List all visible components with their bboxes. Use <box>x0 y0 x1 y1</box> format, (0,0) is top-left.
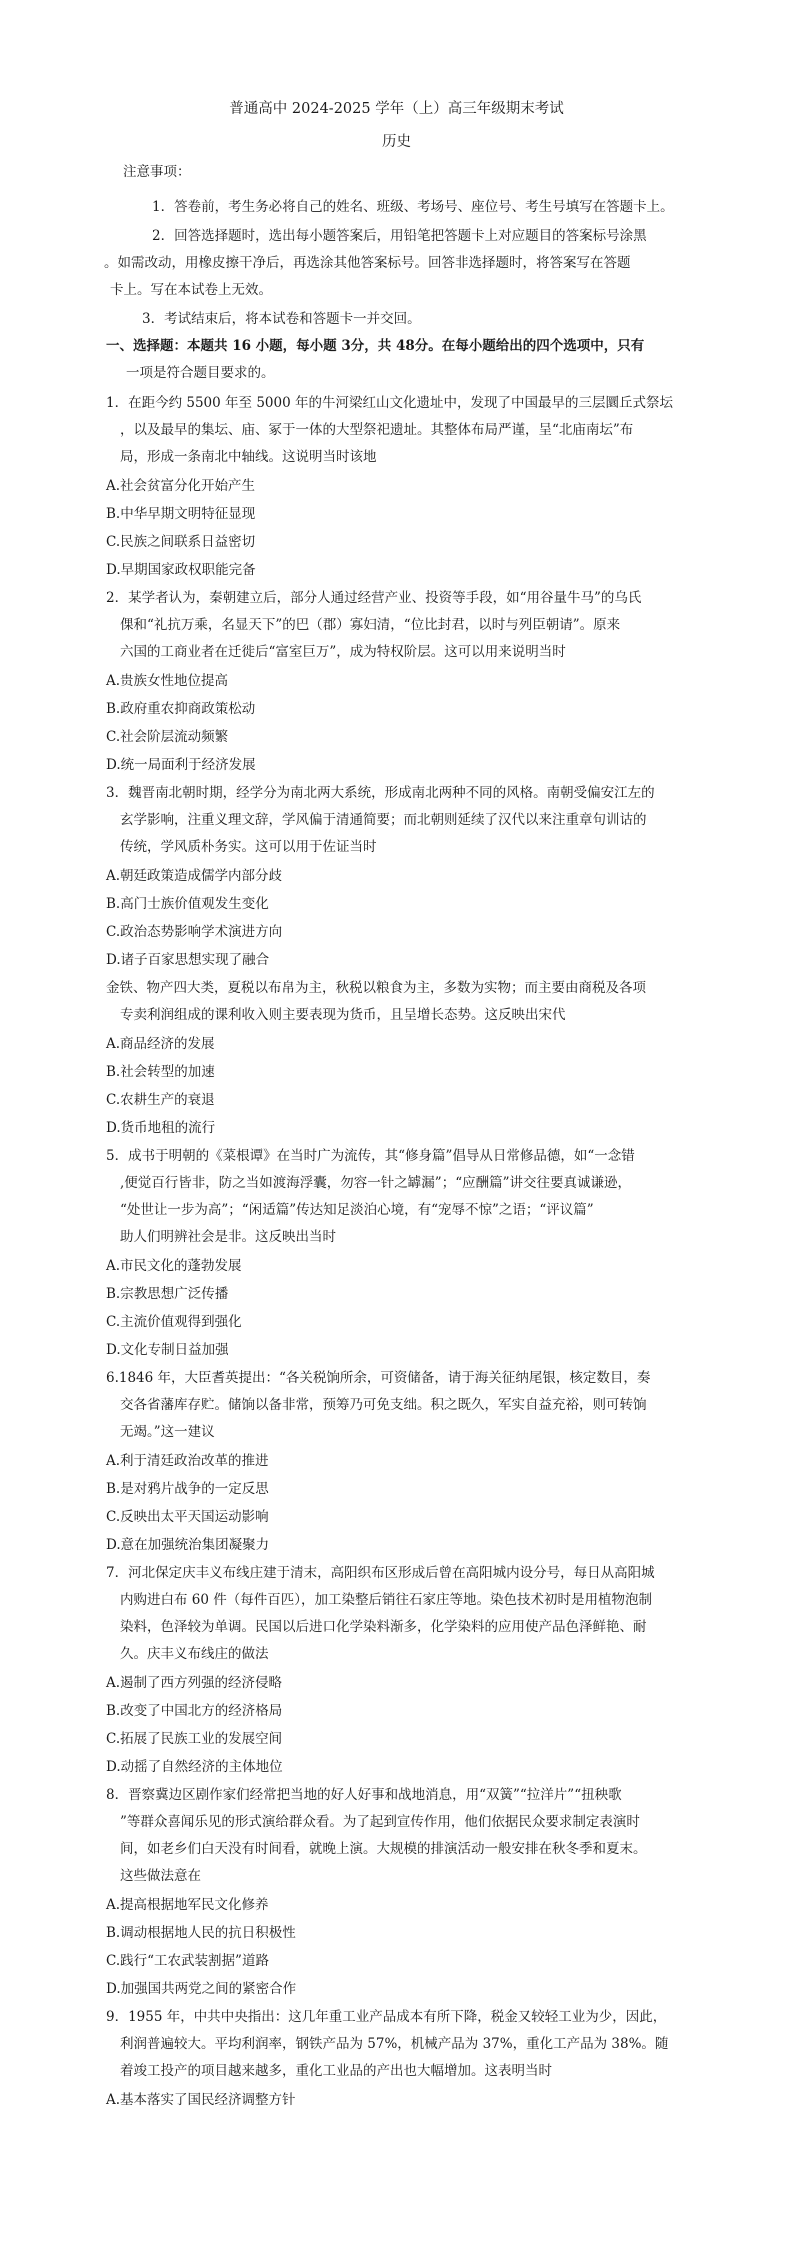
question-4-stem-line: 金铁、物产四大类，夏税以布帛为主，秋税以粮食为主，多数为实物；而主要由商税及各项 <box>106 980 646 996</box>
notes-heading: 注意事项： <box>123 164 191 180</box>
note-item-1: 1．答卷前，考生务必将自己的姓名、班级、考场号、座位号、考生号填写在答题卡上。 <box>152 199 674 215</box>
question-2-stem-line: 倮和“礼抗万乘，名显天下”的巴（郡）寡妇清，“位比封君，以时与列臣朝请”。原来 <box>120 617 621 633</box>
question-7-option-d: D.动摇了自然经济的主体地位 <box>106 1759 283 1775</box>
question-7-stem-line: 内购进白布 60 件（每件百匹），加工染整后销往石家庄等地。染色技术初时是用植物泡制 <box>120 1592 653 1608</box>
question-8-option-c: C.践行“工农武装割据”道路 <box>106 1953 269 1969</box>
note-item-3: 3．考试结束后，将本试卷和答题卡一并交回。 <box>142 311 421 327</box>
question-8-stem-line: 这些做法意在 <box>120 1868 201 1884</box>
question-6-stem-line: 6.1846 年，大臣耆英提出：“各关税饷所余，可资储备，请于海关征纳尾银，核定数目，奏 <box>106 1370 651 1386</box>
question-1-stem-line: 1．在距今约 5500 年至 5000 年的牛河梁红山文化遗址中，发现了中国最早的三层圜丘式祭坛 <box>106 395 673 411</box>
note-item-2: 2．回答选择题时，选出每小题答案后，用铅笔把答题卡上对应题目的答案标号涂黑 <box>152 228 647 244</box>
exam-title: 普通高中 2024-2025 学年（上）高三年级期末考试 <box>229 101 564 117</box>
question-5-option-d: D.文化专制日益加强 <box>106 1342 229 1358</box>
question-2-option-b: B.政府重农抑商政策松动 <box>106 701 256 717</box>
question-5-stem-line: 5．成书于明朝的《菜根谭》在当时广为流传，其“修身篇”倡导从日常修品德，如“一念错 <box>106 1148 635 1164</box>
question-8-stem-line: 8．晋察冀边区剧作家们经常把当地的好人好事和战地消息，用“双簧”“拉洋片”“扭秧歌 <box>106 1787 622 1803</box>
question-7-stem-line: 染料，色泽较为单调。民国以后进口化学染料渐多，化学染料的应用使产品色泽鲜艳、耐 <box>120 1619 647 1635</box>
question-1-option-b: B.中华早期文明特征显现 <box>106 506 256 522</box>
question-2-option-c: C.社会阶层流动频繁 <box>106 729 229 745</box>
question-1-option-c: C.民族之间联系日益密切 <box>106 534 256 550</box>
question-9-stem-line: 利润普遍较大。平均利润率，钢铁产品为 57%，机械产品为 37%，重化工产品为 38%。随 <box>120 2036 669 2052</box>
subject-title: 历史 <box>382 134 411 150</box>
question-7-stem-line: 7．河北保定庆丰义布线庄建于清末，高阳织布区形成后曾在高阳城内设分号，每日从高阳城 <box>106 1565 655 1581</box>
question-7-option-a: A.遏制了西方列强的经济侵略 <box>106 1675 283 1691</box>
question-2-stem-line: 2．某学者认为，秦朝建立后，部分人通过经营产业、投资等手段，如“用谷量牛马”的乌氏 <box>106 590 642 606</box>
question-8-option-a: A.提高根据地军民文化修养 <box>106 1897 269 1913</box>
question-9-stem-line: 9．1955 年，中共中央指出：这几年重工业产品成本有所下降，税金又较轻工业为少，因此， <box>106 2009 667 2025</box>
question-5-stem-line: 助人们明辨社会是非。这反映出当时 <box>120 1229 336 1245</box>
question-5-stem-line: “处世让一步为高”；“闲适篇”传达知足淡泊心境，有“宠辱不惊”之语；“评议篇” <box>120 1202 594 1218</box>
question-3-option-a: A.朝廷政策造成儒学内部分歧 <box>106 868 283 884</box>
question-3-stem-line: 3．魏晋南北朝时期，经学分为南北两大系统，形成南北两种不同的风格。南朝受偏安江左的 <box>106 785 655 801</box>
question-8-option-d: D.加强国共两党之间的紧密合作 <box>106 1981 297 1997</box>
question-3-stem-line: 玄学影响，注重义理文辞，学风偏于清通简要；而北朝则延续了汉代以来注重章句训诂的 <box>120 812 647 828</box>
question-2-stem-line: 六国的工商业者在迁徙后“富室巨万”，成为特权阶层。这可以用来说明当时 <box>120 644 566 660</box>
question-1-stem-line: 局，形成一条南北中轴线。这说明当时该地 <box>120 449 377 465</box>
question-6-stem-line: 交各省藩库存贮。储饷以备非常，预筹乃可免支绌。积之既久，军实自益充裕，则可转饷 <box>120 1397 647 1413</box>
question-6-stem-line: 无竭。”这一建议 <box>120 1424 215 1440</box>
question-6-option-b: B.是对鸦片战争的一定反思 <box>106 1481 269 1497</box>
note-item-2-cont-2: 卡上。写在本试卷上无效。 <box>110 282 272 298</box>
question-1-option-a: A.社会贫富分化开始产生 <box>106 478 256 494</box>
question-8-stem-line: 间，如老乡们白天没有时间看，就晚上演。大规模的排演活动一般安排在秋冬季和夏末。 <box>120 1841 647 1857</box>
section-heading-cont: 一项是符合题目要求的。 <box>126 365 275 381</box>
question-9-stem-line: 着竣工投产的项目越来越多，重化工业品的产出也大幅增加。这表明当时 <box>120 2063 552 2079</box>
question-6-option-a: A.利于清廷政治改革的推进 <box>106 1453 269 1469</box>
question-5-option-b: B.宗教思想广泛传播 <box>106 1286 229 1302</box>
question-2-option-d: D.统一局面利于经济发展 <box>106 757 256 773</box>
question-5-stem-line: ,便觉百行皆非，防之当如渡海浮囊，勿容一针之罅漏”；“应酬篇”讲交往要真诚谦逊， <box>120 1175 631 1191</box>
question-7-option-c: C.拓展了民族工业的发展空间 <box>106 1731 283 1747</box>
question-8-option-b: B.调动根据地人民的抗日积极性 <box>106 1925 296 1941</box>
question-4-option-d: D.货币地租的流行 <box>106 1120 216 1136</box>
question-3-option-c: C.政治态势影响学术演进方向 <box>106 924 283 940</box>
question-5-option-a: A.市民文化的蓬勃发展 <box>106 1258 242 1274</box>
note-item-2-cont: 。如需改动，用橡皮擦干净后，再选涂其他答案标号。回答非选择题时，将答案写在答题 <box>104 255 631 271</box>
section-heading <box>106 334 644 354</box>
question-3-option-d: D.诸子百家思想实现了融合 <box>106 952 270 968</box>
question-3-option-b: B.高门士族价值观发生变化 <box>106 896 269 912</box>
question-2-option-a: A.贵族女性地位提高 <box>106 673 229 689</box>
question-7-stem-line: 久。庆丰义布线庄的做法 <box>120 1646 269 1662</box>
question-9-option-a: A.基本落实了国民经济调整方针 <box>106 2092 296 2108</box>
question-1-option-d: D.早期国家政权职能完备 <box>106 562 256 578</box>
question-7-option-b: B.改变了中国北方的经济格局 <box>106 1703 283 1719</box>
question-4-stem-line: 专卖利润组成的课利收入则主要表现为货币，且呈增长态势。这反映出宋代 <box>120 1007 566 1023</box>
question-8-stem-line: ”等群众喜闻乐见的形式演给群众看。为了起到宣传作用，他们依据民众要求制定表演时 <box>120 1814 640 1830</box>
question-5-option-c: C.主流价值观得到强化 <box>106 1314 242 1330</box>
section-heading-text: 一、选择题：本题共 16 小题，每小题 3分，共 48分。在每小题给出的四个选项中，只有 <box>106 338 645 354</box>
question-4-option-a: A.商品经济的发展 <box>106 1036 215 1052</box>
question-4-option-b: B.社会转型的加速 <box>106 1064 215 1080</box>
question-3-stem-line: 传统，学风质朴务实。这可以用于佐证当时 <box>120 839 377 855</box>
question-6-option-c: C.反映出太平天国运动影响 <box>106 1509 269 1525</box>
question-6-option-d: D.意在加强统治集团凝聚力 <box>106 1537 270 1553</box>
question-4-option-c: C.农耕生产的衰退 <box>106 1092 215 1108</box>
question-1-stem-line: ，以及最早的集坛、庙、冢于一体的大型祭祀遗址。其整体布局严谨，呈“北庙南坛”布 <box>120 422 634 438</box>
